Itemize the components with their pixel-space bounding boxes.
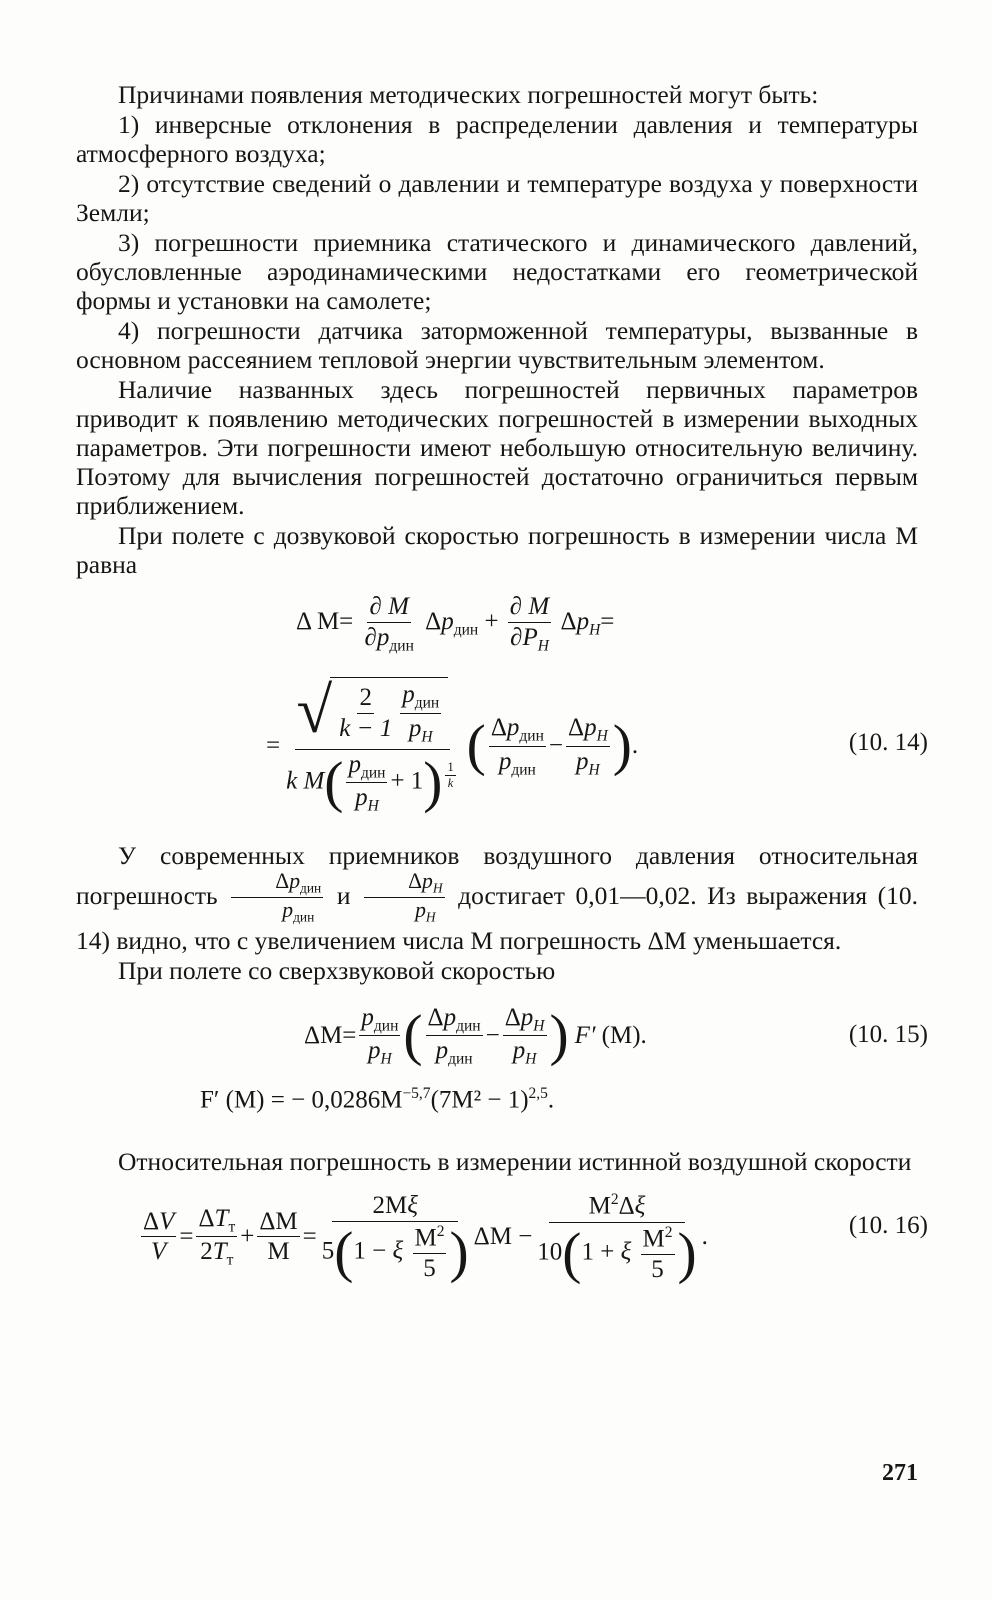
relative-speed-paragraph: Относительная погрешность в измерении истинной воздушной скорости bbox=[118, 1146, 912, 1176]
f-prime-mid: (7M² − 1) bbox=[430, 1086, 529, 1114]
equation-f-prime: F′ (M) = − $0,0286M^{-5,7}(7M^2 - 1)^{2,5}$. bbox=[200, 1084, 555, 1114]
page-number: 271 bbox=[882, 1460, 918, 1486]
relative-error-dyn: $\frac{\Delta p_{дин}}{p_{дин}}$ bbox=[231, 870, 323, 926]
f-prime-exp2: 2,5 bbox=[528, 1084, 548, 1102]
equation-number-10-15: (10. 15) bbox=[848, 1020, 928, 1048]
equation-10-14-line1: Δ M= $\frac{\partial M}{\partial p_{дин}}$ $\Delta p_{дин}$ + $\frac{\partial M}{\partial P_H}$ $\Delta p_H=$ bbox=[296, 593, 615, 654]
modern-receivers-paragraph bbox=[76, 841, 918, 955]
equation-10-16: $\frac{\Delta V}{V}$ = $\frac{\Delta T_т}{2T_т}$ + $\frac{\Delta M}{M}$ = 2Mξ 5(1 − ξ $\frac{M^2}{5}$ ) ΔM − $M^2\Delta\xi$ 10(1 + ξ $\frac{M^2}{5}$ ) . (10. 16) bbox=[143, 1190, 928, 1285]
page-body bbox=[76, 80, 928, 1285]
list-item-1: 1) инверсные отклонения в распределении давления и температуры атмосферного воздуха; bbox=[76, 110, 918, 168]
intro-paragraph: Причинами появления методических погрешностей могут быть: bbox=[118, 80, 819, 109]
equation-10-14-line2: = √ $\frac{2}{k - 1}$ $\frac{p_{дин}}{p_H}$ k M( $\frac{p_{дин}}{p_H}$ + 1) $^{\frac{1}{k}}$ ( $\frac{\Delta p_{дин}}{p_{дин}}$ − $\frac{\Delta p_H}{p_H}$ ) . (10. 14) bbox=[266, 674, 928, 815]
equation-number-10-14: (10. 14) bbox=[848, 729, 928, 756]
modern-text-b: достигает 0,01—0,02. Из выражения (10. 14) видно, что с увеличением числа М погрешность ΔМ уменьшается. bbox=[76, 880, 919, 955]
relative-error-static: $\frac{\Delta p_H}{p_H}$ bbox=[364, 870, 444, 926]
equation-10-15: ΔM= $\frac{p_{дин}}{p_H}$ ( $\frac{\Delta p_{дин}}{p_{дин}}$ − $\frac{\Delta p_H}{p_H}$ ) F′ (M). (10. 15) bbox=[304, 1004, 928, 1068]
supersonic-paragraph: При полете со сверхзвуковой скоростью bbox=[118, 955, 556, 985]
subsonic-paragraph: При полете с дозвуковой скоростью погрешность в измерении числа М равна bbox=[76, 521, 918, 579]
f-prime-text: F′ (M) = − 0,0286M bbox=[200, 1086, 403, 1114]
list-item-2: 2) отсутствие сведений о давлении и температуре воздуха у поверхности Земли; bbox=[76, 169, 918, 227]
errors-paragraph: Наличие названных здесь погрешностей первичных параметров приводит к появлению методических погрешностей в измерении выходных параметров. Эти погрешности имеют небольшую относительную величину. Поэтому для вычисления погрешностей достаточно ограничиться первым приближением. bbox=[76, 375, 918, 520]
modern-text-a: У современных приемников воздушного давления относительная погрешность bbox=[76, 841, 918, 910]
list-item-4: 4) погрешности датчика заторможенной температуры, вызванные в основном рассеянием тепловой энергии чувствительным элементом. bbox=[76, 316, 918, 374]
f-prime-exp1: −5,7 bbox=[402, 1084, 431, 1102]
modern-text-and: и bbox=[336, 880, 351, 910]
list-item-3: 3) погрешности приемника статического и динамического давлений, обусловленные аэродинамическими недостатками его геометрической формы и установки на самолете; bbox=[76, 228, 918, 315]
equation-number-10-16: (10. 16) bbox=[848, 1211, 928, 1239]
